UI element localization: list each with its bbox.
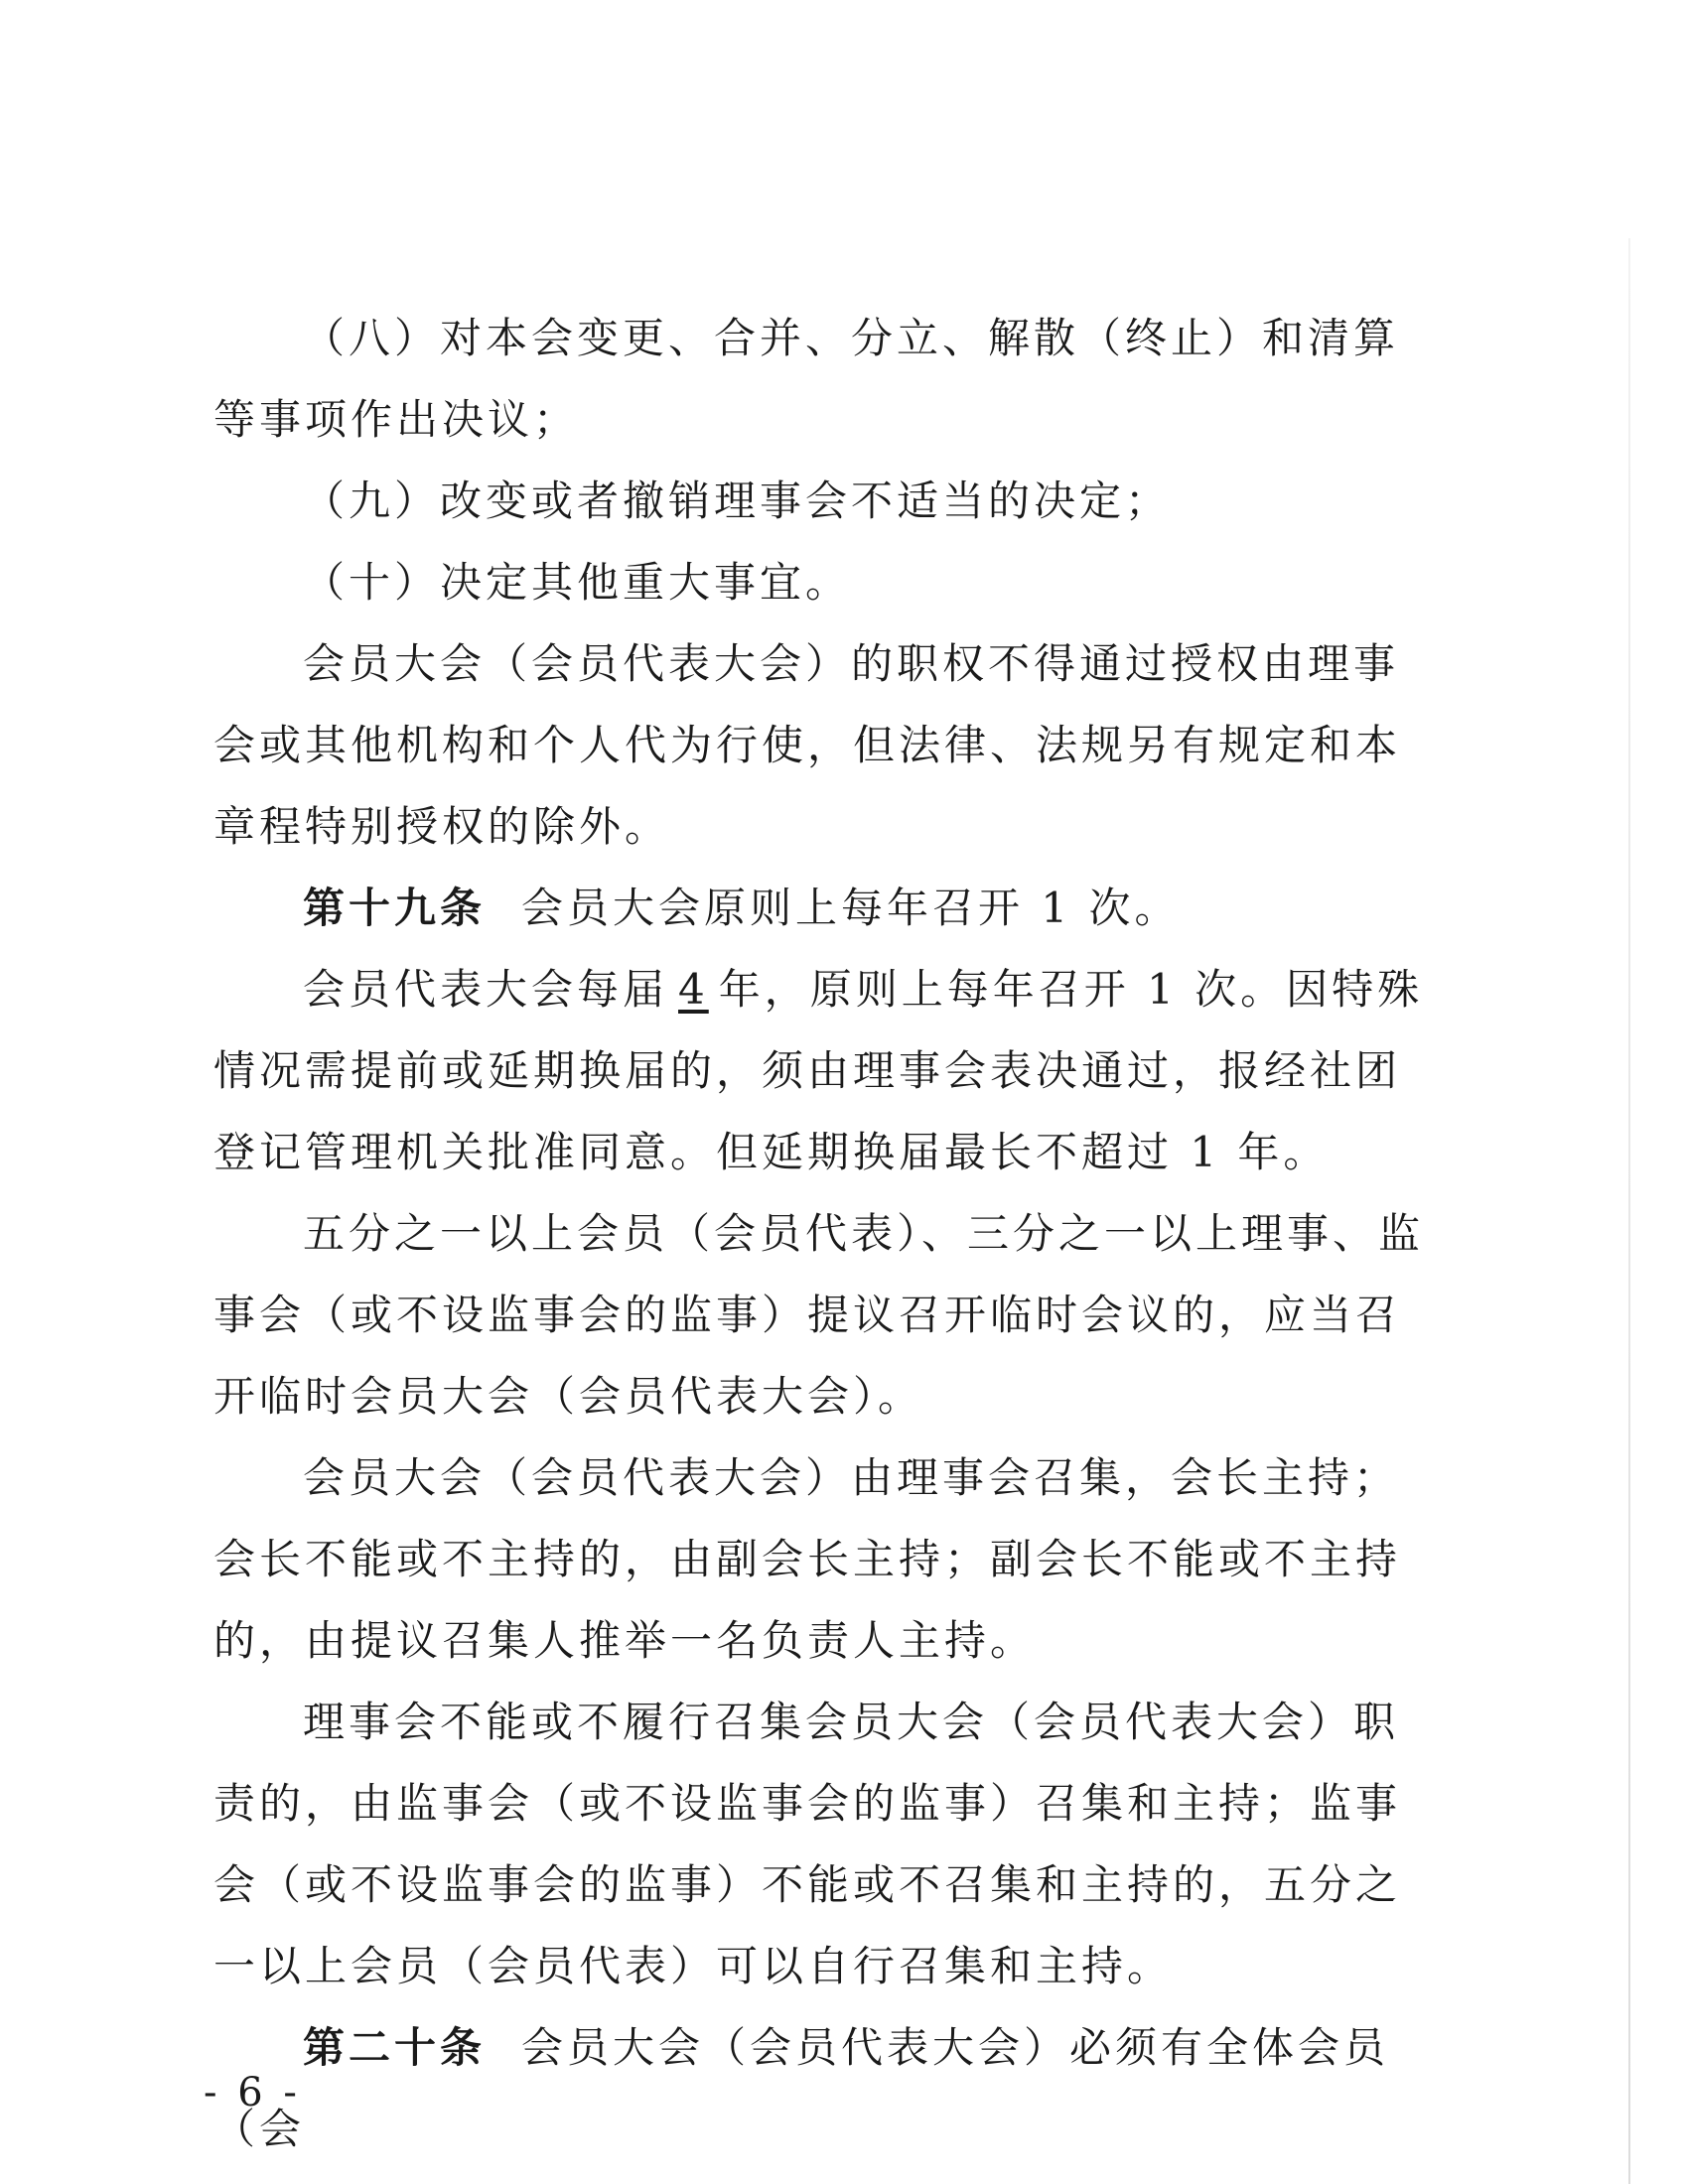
paragraph-item-8: （八）对本会变更、合并、分立、解散（终止）和清算等事项作出决议； bbox=[213, 314, 1400, 444]
article-20-heading: 第二十条 bbox=[303, 2023, 487, 2072]
paragraph-board-fails: 理事会不能或不履行召集会员大会（会员代表大会）职责的，由监事会（或不设监事会的监事）召集和主持；监事会（或不设监事会的监事）不能或不召集和主持的，五分之一以上会员（会员代表）可以自行召集和主持。 bbox=[213, 1698, 1402, 1990]
paragraph-item-10: （十）决定其他重大事宜。 bbox=[303, 558, 852, 607]
article-19-heading: 第十九条 bbox=[303, 884, 487, 932]
article-20 bbox=[213, 2007, 1435, 2170]
article-20-text: 会员大会（会员代表大会）必须有全体会员（会 bbox=[213, 2023, 1390, 2153]
paragraph-interim-meeting: 五分之一以上会员（会员代表）、三分之一以上理事、监事会（或不设监事会的监事）提议召开临时会议的，应当召开临时会员大会（会员代表大会）。 bbox=[213, 1209, 1425, 1421]
term-years-underlined: 4 bbox=[678, 965, 709, 1014]
paragraph-powers: 会员大会（会员代表大会）的职权不得通过授权由理事会或其他机构和个人代为行使，但法律、法规另有规定和本章程特别授权的除外。 bbox=[213, 639, 1402, 851]
page-number: - 6 - bbox=[204, 2070, 301, 2116]
article-19-text: 会员大会原则上每年召开 1 次。 bbox=[521, 884, 1181, 932]
paragraph-term bbox=[213, 949, 1435, 1193]
document-body bbox=[213, 298, 1435, 2170]
term-pre: 会员代表大会每届 bbox=[303, 965, 669, 1014]
scan-edge-line bbox=[1628, 238, 1630, 2184]
article-19 bbox=[213, 868, 1435, 949]
term-post: 年，原则上每年召开 1 次。因特殊情况需提前或延期换届的，须由理事会表决通过，报经社团登记管理机关批准同意。但延期换届最长不超过 1 年。 bbox=[213, 965, 1424, 1176]
paragraph-convene: 会员大会（会员代表大会）由理事会召集，会长主持；会长不能或不主持的，由副会长主持；副会长不能或不主持的，由提议召集人推举一名负责人主持。 bbox=[213, 1453, 1402, 1665]
paragraph-item-9: （九）改变或者撤销理事会不适当的决定； bbox=[303, 477, 1172, 525]
